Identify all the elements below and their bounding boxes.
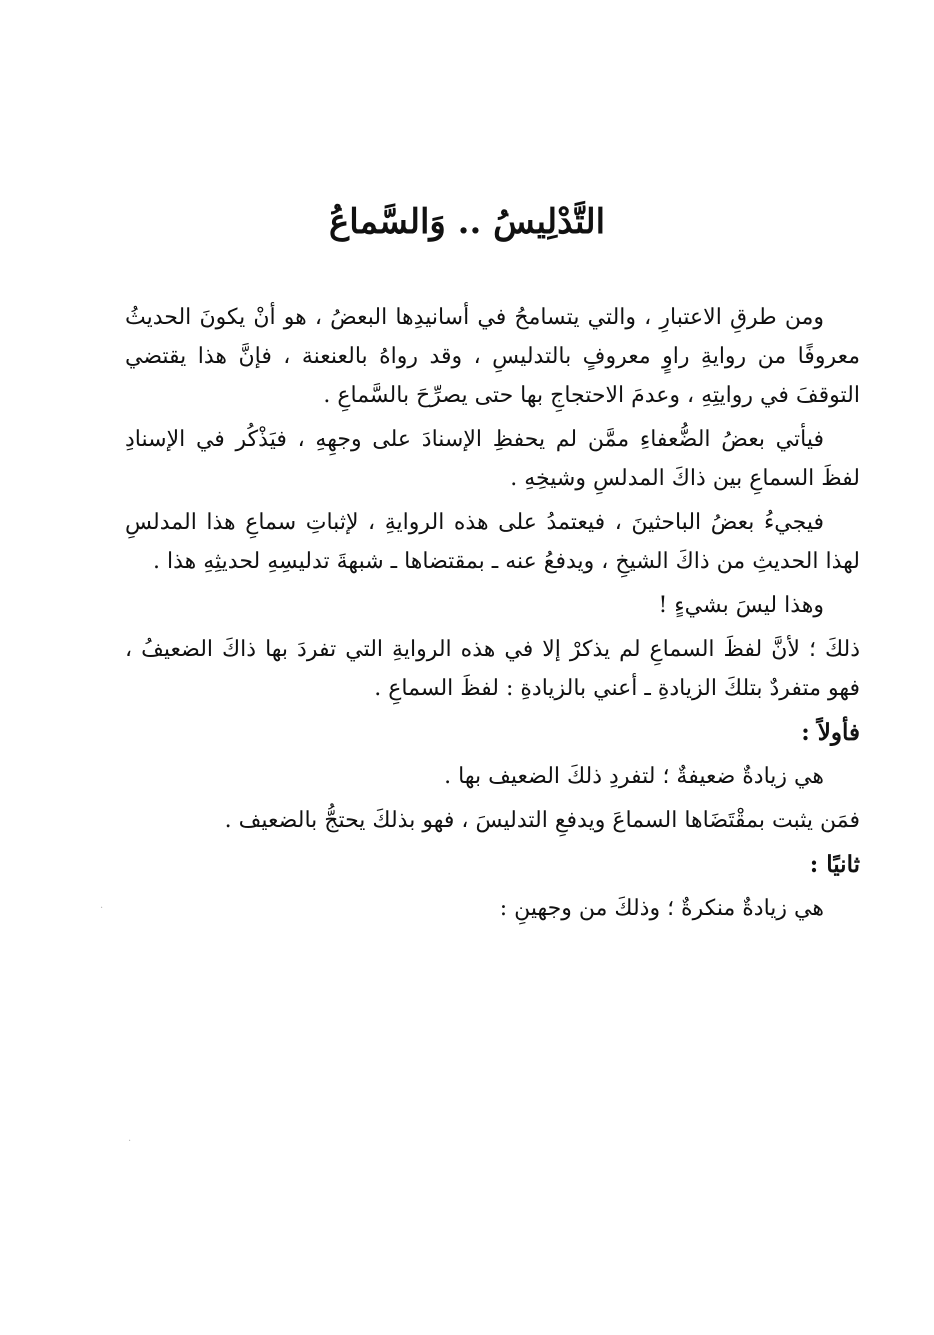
paragraph: فمَن يثبت بمقْتَضَاها السماعَ ويدفعِ التدليسَ ، فهو بذلكَ يحتجُّ بالضعيف . — [224, 808, 860, 833]
stray-dot-mark: · — [128, 1136, 132, 1147]
document-body — [125, 298, 860, 933]
paragraph: ذلكَ ؛ لأنَّ لفظَ السماعِ لم يذكرْ إلا في هذه الروايةِ التي تفردَ بها ذاكَ الضعيفُ ، فهو متفردٌ بتلكَ الزيادةِ ـ أعني بالزيادةِ : لفظَ السماعِ . — [125, 637, 860, 701]
section-heading: ثانيًا : — [809, 851, 860, 878]
stray-dot-mark: · — [100, 903, 104, 914]
section-heading: فأولاً : — [801, 719, 860, 746]
paragraph: فيأتي بعضُ الضُّعفاءِ ممَّن لم يحفظِ الإسنادَ على وجهِهِ ، فيَذْكُر في الإسنادِ لفظَ السماعِ بين ذاكَ المدلسِ وشيخِهِ . — [125, 427, 860, 491]
paragraph: هي زيادةٌ منكرةٌ ؛ وذلكَ من وجهينِ : — [499, 896, 824, 921]
paragraph: فيجيءُ بعضُ الباحثينَ ، فيعتمدُ على هذه الروايةِ ، لإثباتِ سماعِ هذا المدلسِ لهذا الحديثِ من ذاكَ الشيخِ ، ويدفعُ عنه ـ بمقتضاها ـ شبهةَ تدليسِهِ لحديثِهِ هذا . — [125, 510, 860, 574]
paragraph: ومن طرقِ الاعتبارِ ، والتي يتسامحُ في أسانيدِها البعضُ ، هو أنْ يكونَ الحديثُ معروفًا من روايةِ راوٍ معروفٍ بالتدليسِ ، وقد رواهُ بالعنعنة ، فإنَّ هذا يقتضي التوقفَ في روايتِهِ ، وعدمَ الاحتجاجِ بها حتى يصرِّحَ بالسَّماعِ . — [125, 305, 860, 408]
paragraph: وهذا ليسَ بشيءٍ ! — [658, 593, 824, 618]
paragraph: هي زيادةٌ ضعيفةٌ ؛ لتفردِ ذلكَ الضعيف بها . — [444, 764, 824, 789]
page-title: التَّدْلِيسُ .. وَالسَّماعُ — [328, 202, 606, 242]
